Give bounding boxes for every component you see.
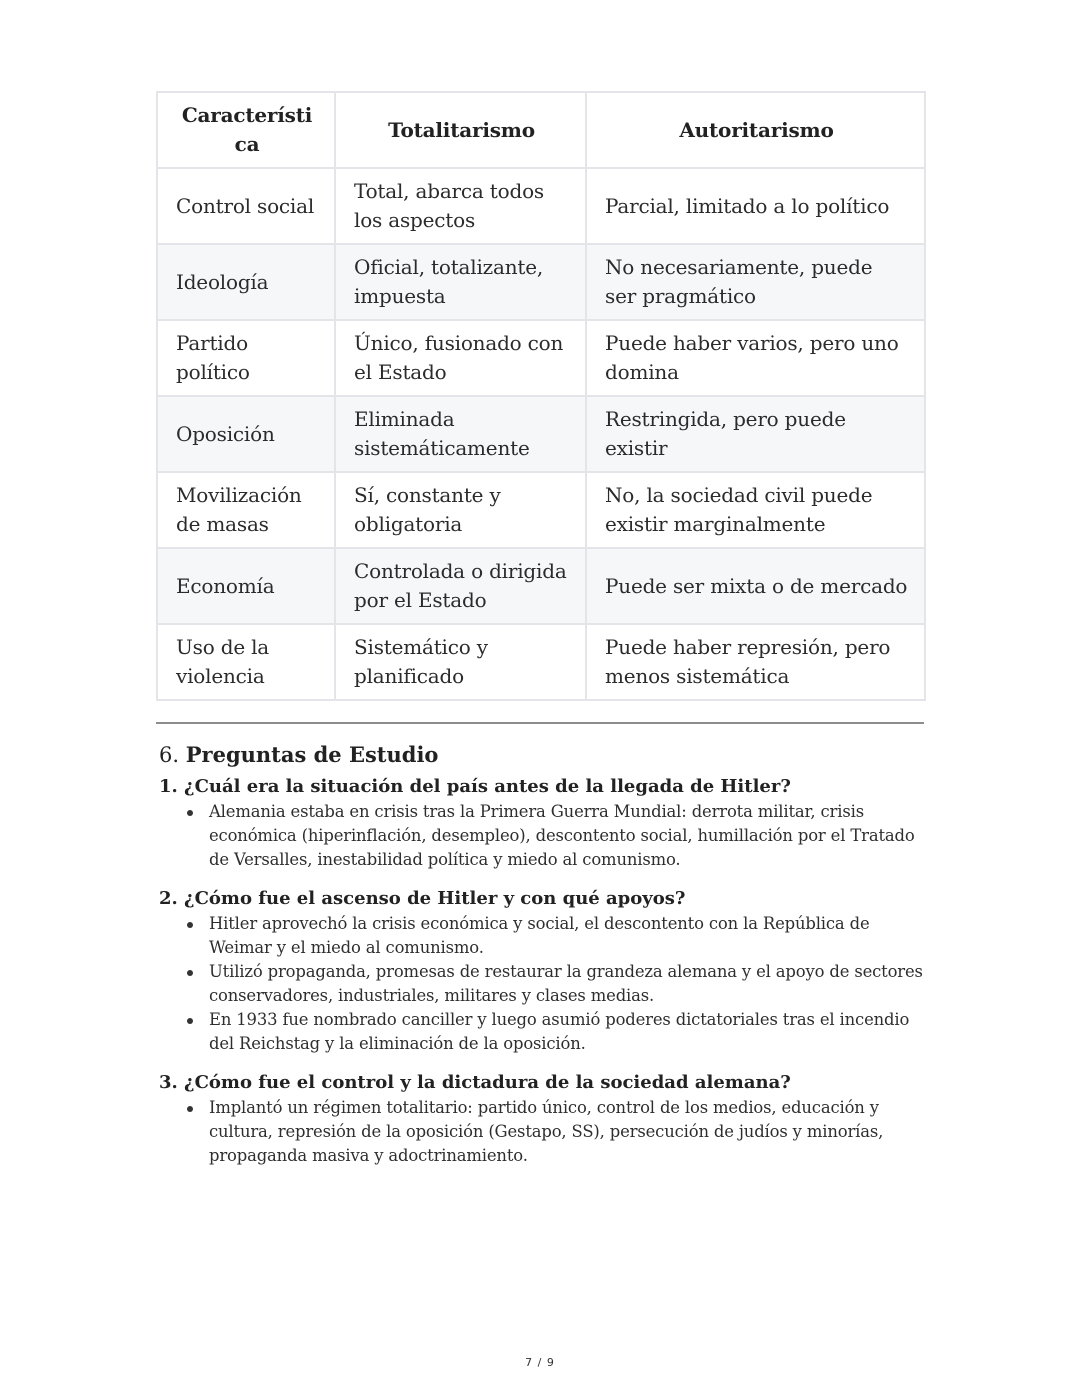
page-indicator: 7 / 9 xyxy=(525,1356,555,1369)
header-autoritarismo: Autoritarismo xyxy=(586,92,925,168)
row-feature: Oposición xyxy=(157,396,335,472)
question-title: 1. ¿Cuál era la situación del país antes de la llegada de Hitler? xyxy=(159,776,791,797)
row-totalitarismo: Oficial, totalizante, impuesta xyxy=(335,244,586,320)
row-feature: Movilización de masas xyxy=(157,472,335,548)
section-number: 6. xyxy=(159,743,180,767)
row-autoritarismo: Puede haber varios, pero uno domina xyxy=(586,320,925,396)
section-heading xyxy=(159,740,924,770)
table-row xyxy=(157,244,925,320)
table-row xyxy=(157,168,925,244)
question-title: 2. ¿Cómo fue el ascenso de Hitler y con qué apoyos? xyxy=(159,888,686,909)
row-totalitarismo: Total, abarca todos los aspectos xyxy=(335,168,586,244)
question-block-2 xyxy=(156,886,924,1056)
question-title: 3. ¿Cómo fue el control y la dictadura de la sociedad alemana? xyxy=(159,1072,791,1093)
row-autoritarismo: No, la sociedad civil puede existir marginalmente xyxy=(586,472,925,548)
question-block-1 xyxy=(156,774,924,872)
table-row xyxy=(157,472,925,548)
section-title: Preguntas de Estudio xyxy=(185,742,439,767)
answer-item: Alemania estaba en crisis tras la Primera Guerra Mundial: derrota militar, crisis económica (hiperinflación, desempleo), descontento social, humillación por el Tratado de Versalles, inestabilidad política y miedo al comunismo. xyxy=(209,800,924,872)
header-totalitarismo: Totalitarismo xyxy=(335,92,586,168)
row-totalitarismo: Sí, constante y obligatoria xyxy=(335,472,586,548)
question-block-3 xyxy=(156,1070,924,1168)
answer-item: Implantó un régimen totalitario: partido único, control de los medios, educación y cultura, represión de la oposición (Gestapo, SS), persecución de judíos y minorías, propaganda masiva y adoctrinamiento. xyxy=(209,1096,924,1168)
row-totalitarismo: Eliminada sistemáticamente xyxy=(335,396,586,472)
row-feature: Control social xyxy=(157,168,335,244)
row-totalitarismo: Único, fusionado con el Estado xyxy=(335,320,586,396)
table-row xyxy=(157,624,925,700)
answer-item: Hitler aprovechó la crisis económica y social, el descontento con la República de Weimar y el miedo al comunismo. xyxy=(209,912,924,960)
table-row xyxy=(157,320,925,396)
row-totalitarismo: Controlada o dirigida por el Estado xyxy=(335,548,586,624)
row-totalitarismo: Sistemático y planificado xyxy=(335,624,586,700)
row-autoritarismo: No necesariamente, puede ser pragmático xyxy=(586,244,925,320)
row-feature: Ideología xyxy=(157,244,335,320)
header-caracteristica: Característica xyxy=(157,92,335,168)
answer-list xyxy=(156,912,924,1056)
row-autoritarismo: Parcial, limitado a lo político xyxy=(586,168,925,244)
table-header-row xyxy=(157,92,925,168)
answer-list xyxy=(156,800,924,872)
horizontal-rule xyxy=(156,722,924,724)
answer-list xyxy=(156,1096,924,1168)
row-autoritarismo: Puede ser mixta o de mercado xyxy=(586,548,925,624)
row-autoritarismo: Puede haber represión, pero menos sistemática xyxy=(586,624,925,700)
row-autoritarismo: Restringida, pero puede existir xyxy=(586,396,925,472)
row-feature: Economía xyxy=(157,548,335,624)
answer-item: En 1933 fue nombrado canciller y luego asumió poderes dictatoriales tras el incendio del Reichstag y la eliminación de la oposición. xyxy=(209,1008,924,1056)
table-row xyxy=(157,548,925,624)
row-feature: Partido político xyxy=(157,320,335,396)
row-feature: Uso de la violencia xyxy=(157,624,335,700)
answer-item: Utilizó propaganda, promesas de restaurar la grandeza alemana y el apoyo de sectores conservadores, industriales, militares y clases medias. xyxy=(209,960,924,1008)
comparison-table xyxy=(156,91,926,701)
table-row xyxy=(157,396,925,472)
document-page xyxy=(156,91,924,1168)
